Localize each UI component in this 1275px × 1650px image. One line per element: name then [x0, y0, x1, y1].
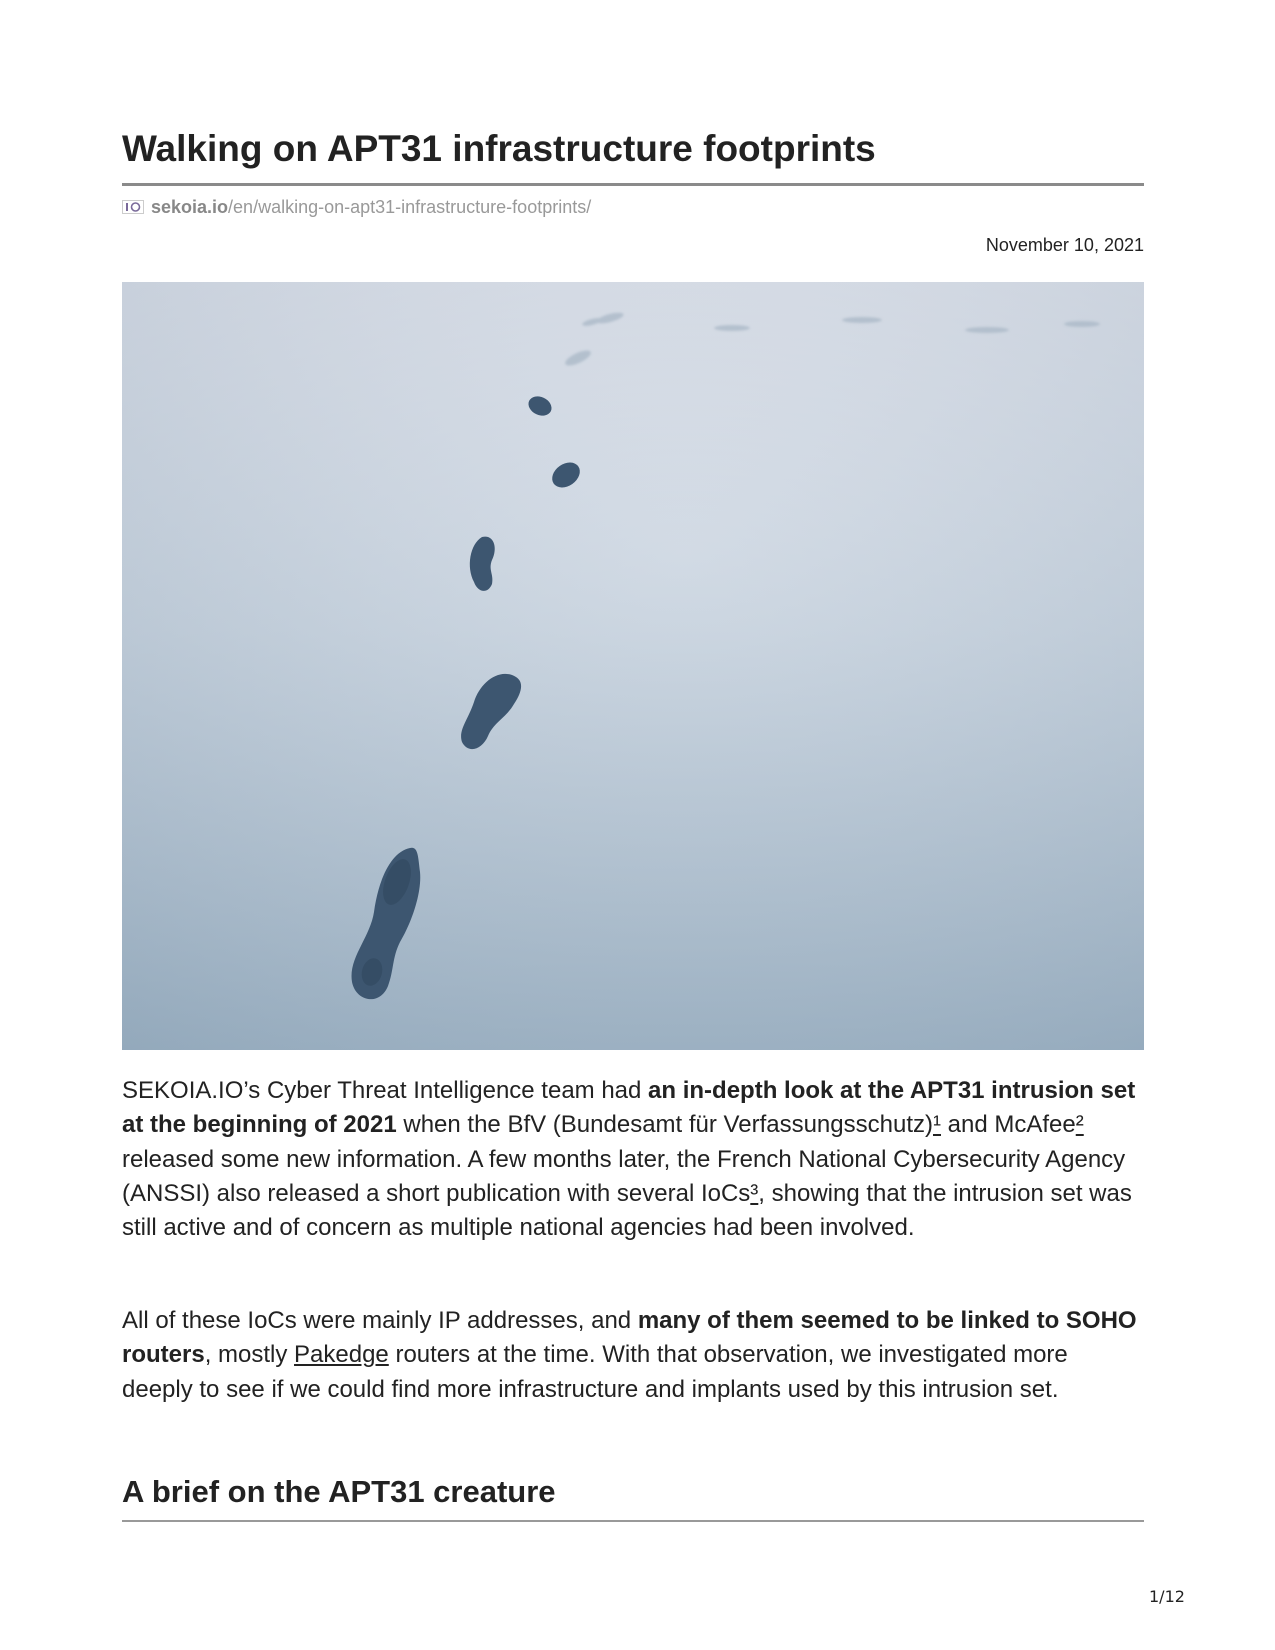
p1-text-3: and McAfee [940, 1111, 1076, 1139]
pakedge-link[interactable]: Pakedge [294, 1341, 389, 1369]
p2-text-1: All of these IoCs were mainly IP addresses, and [122, 1307, 638, 1334]
p1-text-1: SEKOIA.IO’s Cyber Threat Intelligence team had [122, 1077, 649, 1104]
footnote-link-3[interactable]: ³ [750, 1179, 759, 1207]
p2-text-2: , mostly [204, 1341, 295, 1369]
page-number: 1/12 [1149, 1587, 1185, 1606]
footnote-link-1[interactable]: ¹ [932, 1111, 941, 1139]
p1-text-5: , showing that the intrusion set was still active and of concern as multiple national agencies had been involved. [122, 1179, 1132, 1242]
p1-text-2: when the BfV (Bundesamt für Verfassungsschutz) [396, 1111, 933, 1139]
sekoia-favicon-icon [122, 200, 144, 214]
intro-paragraph [122, 1074, 1144, 1245]
section-divider [122, 1520, 1144, 1522]
footprints-in-snow-image [122, 282, 1144, 1050]
footnote-link-2[interactable]: ² [1075, 1111, 1084, 1139]
source-path: /en/walking-on-apt31-infrastructure-footprints/ [228, 196, 592, 217]
source-domain: sekoia.io [151, 196, 229, 217]
p1-bold-1: an in-depth look at the APT31 intrusion set at the beginning of 2021 [122, 1077, 1136, 1139]
article-title: Walking on APT31 infrastructure footprints [122, 128, 876, 169]
publish-date: November 10, 2021 [985, 235, 1144, 255]
title-divider [122, 183, 1144, 186]
p2-bold-1: many of them seemed to be linked to SOHO routers [122, 1307, 1137, 1369]
p1-text-4: released some new information. A few months later, the French National Cybersecurity Agency (ANSSI) also released a short publication with several IoCs [122, 1145, 1126, 1207]
p2-text-3: routers at the time. With that observation, we investigated more deeply to see if we could find more infrastructure and implants used by this intrusion set. [122, 1341, 1068, 1403]
source-url[interactable] [122, 196, 591, 218]
section-heading: A brief on the APT31 creature [122, 1474, 556, 1509]
ioc-paragraph [122, 1304, 1144, 1407]
